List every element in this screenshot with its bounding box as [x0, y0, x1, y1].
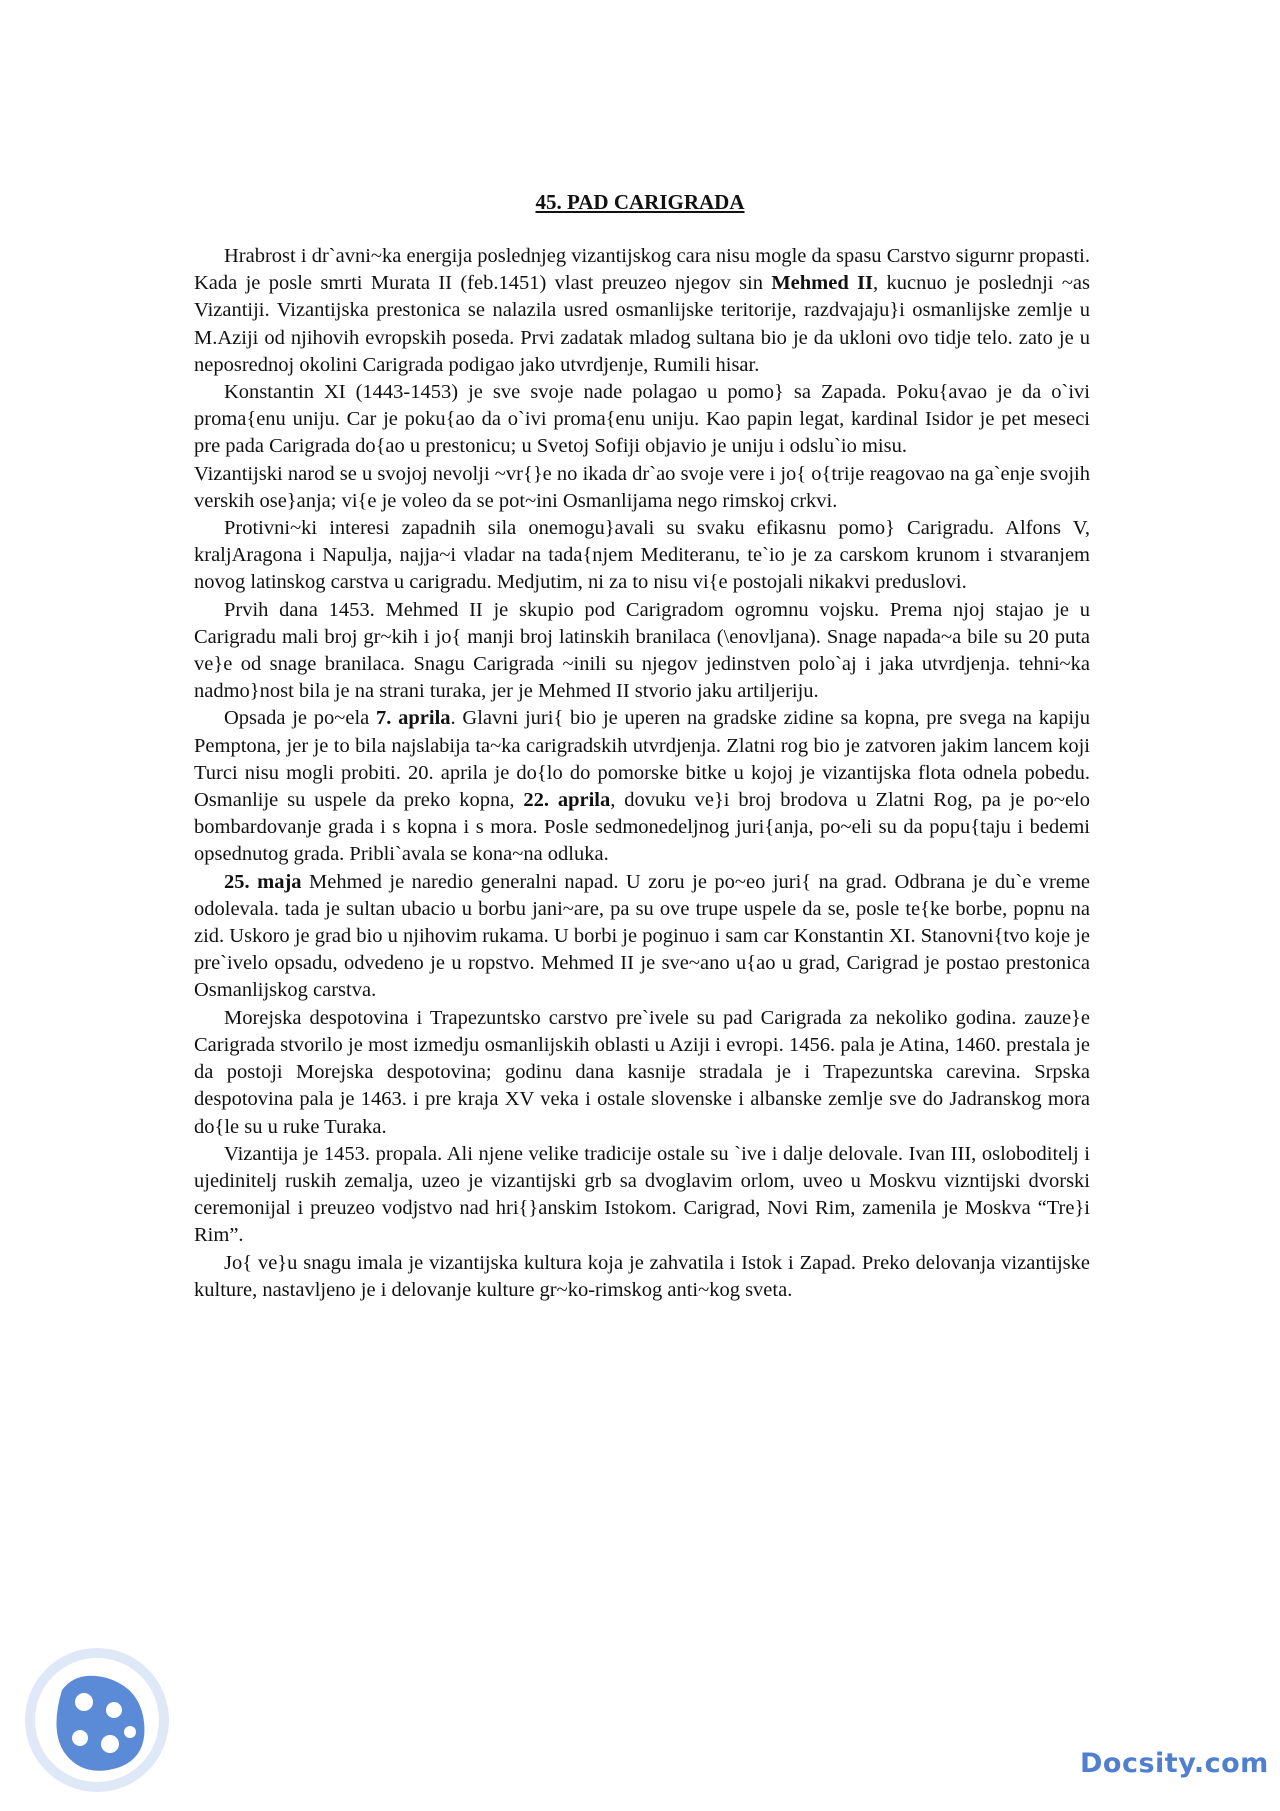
docsity-logo-icon[interactable] — [22, 1640, 172, 1800]
paragraph — [194, 597, 1090, 706]
paragraph-text: Vizantijski narod se u svojoj nevolji ~vr{}e no ikada dr`ao svoje vere i jo{ o{trije reagovao na ga`enje svojih verskih ose}anja; vi{e je voleo da se pot~ini Osmanlijama nego rimskoj crkvi. — [194, 462, 1090, 512]
paragraph-text: . Glavni juri{ bio je uperen na gradske zidine sa kopna, pre svega na kapiju Pemptona, jer je to bila najslabija ta~ka carigradskih utvrdjenja. Zlatni rog bio je zatvoren jakim lancem koji Turci nisu mogli probiti. 20. aprila je do{lo do pomorske bitke u kojoj je vizantijska flota odnela pobedu. Osmanlije su uspele da preko kopna, — [194, 707, 1090, 812]
paragraph-text: Prvih dana 1453. Mehmed II je skupio pod Carigradom ogromnu vojsku. Prema njoj stajao je u Carigradu mali broj gr~kih i jo{ manji broj latinskih branilaca (\enovljana). Snage napada~a bile su 20 puta ve}e od snage branilaca. Snagu Carigrada ~inili su njegov jedinstven polo`aj i jaka utvrdjenja. tehni~ka nadmo}nost bila je na strani turaka, jer je Mehmed II stvorio jaku artiljeriju. — [194, 598, 1090, 703]
paragraph-text: Morejska despotovina i Trapezuntsko carstvo pre`ivele su pad Carigrada za nekoliko godina. zauze}e Carigrada stvorilo je most izmedju osmanlijskih oblasti u Aziji i evropi. 1456. pala je Atina, 1460. prestala je da postoji Morejska despotovina; godinu dana kasnije stradala je i Trapezuntska carevina. Srpska despotovina pala je 1463. i pre kraja XV veka i ostale slovenske i albanske zemlje sve do Jadranskog mora do{le su u ruke Turaka. — [194, 1006, 1090, 1138]
bold-text: 25. maja — [224, 870, 302, 893]
docsity-brand-link[interactable]: Docsity.com — [1080, 1748, 1269, 1779]
paragraph-text: Konstantin XI (1443-1453) je sve svoje nade polagao u pomo} sa Zapada. Poku{avao je da o`ivi proma{enu uniju. Car je poku{ao da o`ivi proma{enu uniju. Kao papin legat, kardinal Isidor je pet meseci pre pada Carigrada do{ao u prestonicu; u Svetoj Sofiji objavio je uniju i odslu`io misu. — [194, 381, 1090, 458]
bold-text: 7. aprila — [376, 707, 451, 730]
paragraph — [194, 243, 1090, 379]
document-body — [194, 243, 1090, 1304]
paragraph-text: Mehmed je naredio generalni napad. U zoru je po~eo juri{ na grad. Odbrana je du`e vreme odolevala. tada je sultan ubacio u borbu jani~are, pa su ove trupe uspele da se, posle te{ke borbe, popnu na zid. Uskoro je grad bio u njihovim rukama. U borbi je poginuo i sam car Konstantin XI. Stanovni{tvo koje je pre`ivelo opsadu, odvedeno je u ropstvo. Mehmed II je sve~ano u{ao u grad, Carigrad je postao prestonica Osmanlijskog carstva. — [194, 870, 1091, 1002]
paragraph — [194, 515, 1090, 597]
paragraph-text: Opsada je po~ela — [224, 707, 377, 730]
bold-text: Mehmed II — [771, 272, 874, 295]
paragraph — [194, 1250, 1090, 1304]
paragraph — [194, 869, 1090, 1005]
paragraph-text: Hrabrost i dr`avni~ka energija poslednjeg vizantijskog cara nisu mogle da spasu Carstvo sigurnr propasti. Kada je posle smrti Murata II (feb.1451) vlast preuzeo njegov sin — [194, 245, 1090, 295]
paragraph-text: Jo{ ve}u snagu imala je vizantijska kultura koja je zahvatila i Istok i Zapad. Preko delovanja vizantijske kulture, nastavljeno je i delovanje kulture gr~ko-rimskog anti~kog sveta. — [194, 1251, 1090, 1301]
paragraph-text: Vizantija je 1453. propala. Ali njene velike tradicije ostale su `ive i dalje delovale. Ivan III, osloboditelj i ujedinitelj ruskih zemalja, uzeo je vizantijski grb sa dvoglavim orlom, uveo u Moskvu vizntijski dvorski ceremonijal i preuzeo vodjstvo nad hri{}anskim Istokom. Carigrad, Novi Rim, zamenila je Moskva “Tre}i Rim”. — [194, 1142, 1090, 1247]
paragraph — [194, 705, 1090, 868]
bold-text: 22. aprila — [523, 789, 611, 812]
paragraph — [194, 1141, 1090, 1250]
paragraph — [194, 379, 1090, 461]
paragraph-text: , kucnuo je poslednji ~as Vizantiji. Vizantijska prestonica se nalazila usred osmanlijske teritorije, razdvajaju}i osmanlijske zemlje u M.Aziji od njihovih evropskih poseda. Prvi zadatak mladog sultana bio je da ukloni ovo tidje telo. zato je u neposrednoj okolini Carigrada podigao jako utvrdjenje, Rumili hisar. — [194, 272, 1091, 376]
page-title: 45. PAD CARIGRADA — [535, 190, 745, 214]
paragraph-text: Protivni~ki interesi zapadnih sila onemogu}avali su svaku efikasnu pomo} Carigradu. Alfons V, kraljAragona i Napulja, najja~i vladar na tada{njem Mediteranu, te`io je za carskom krunom i stvaranjem novog latinskog carstva u carigradu. Medjutim, ni za to nisu vi{e postojali nikakvi preduslovi. — [194, 517, 1090, 594]
paragraph — [194, 461, 1090, 515]
paragraph — [194, 1005, 1090, 1141]
paragraph-text: , dovuku ve}i broj brodova u Zlatni Rog, pa je po~elo bombardovanje grada i s kopna i s mora. Posle sedmonedeljnog juri{anja, po~eli su da popu{taju i bedemi opsednutog grada. Pribli`avala se kona~na odluka. — [194, 789, 1090, 866]
